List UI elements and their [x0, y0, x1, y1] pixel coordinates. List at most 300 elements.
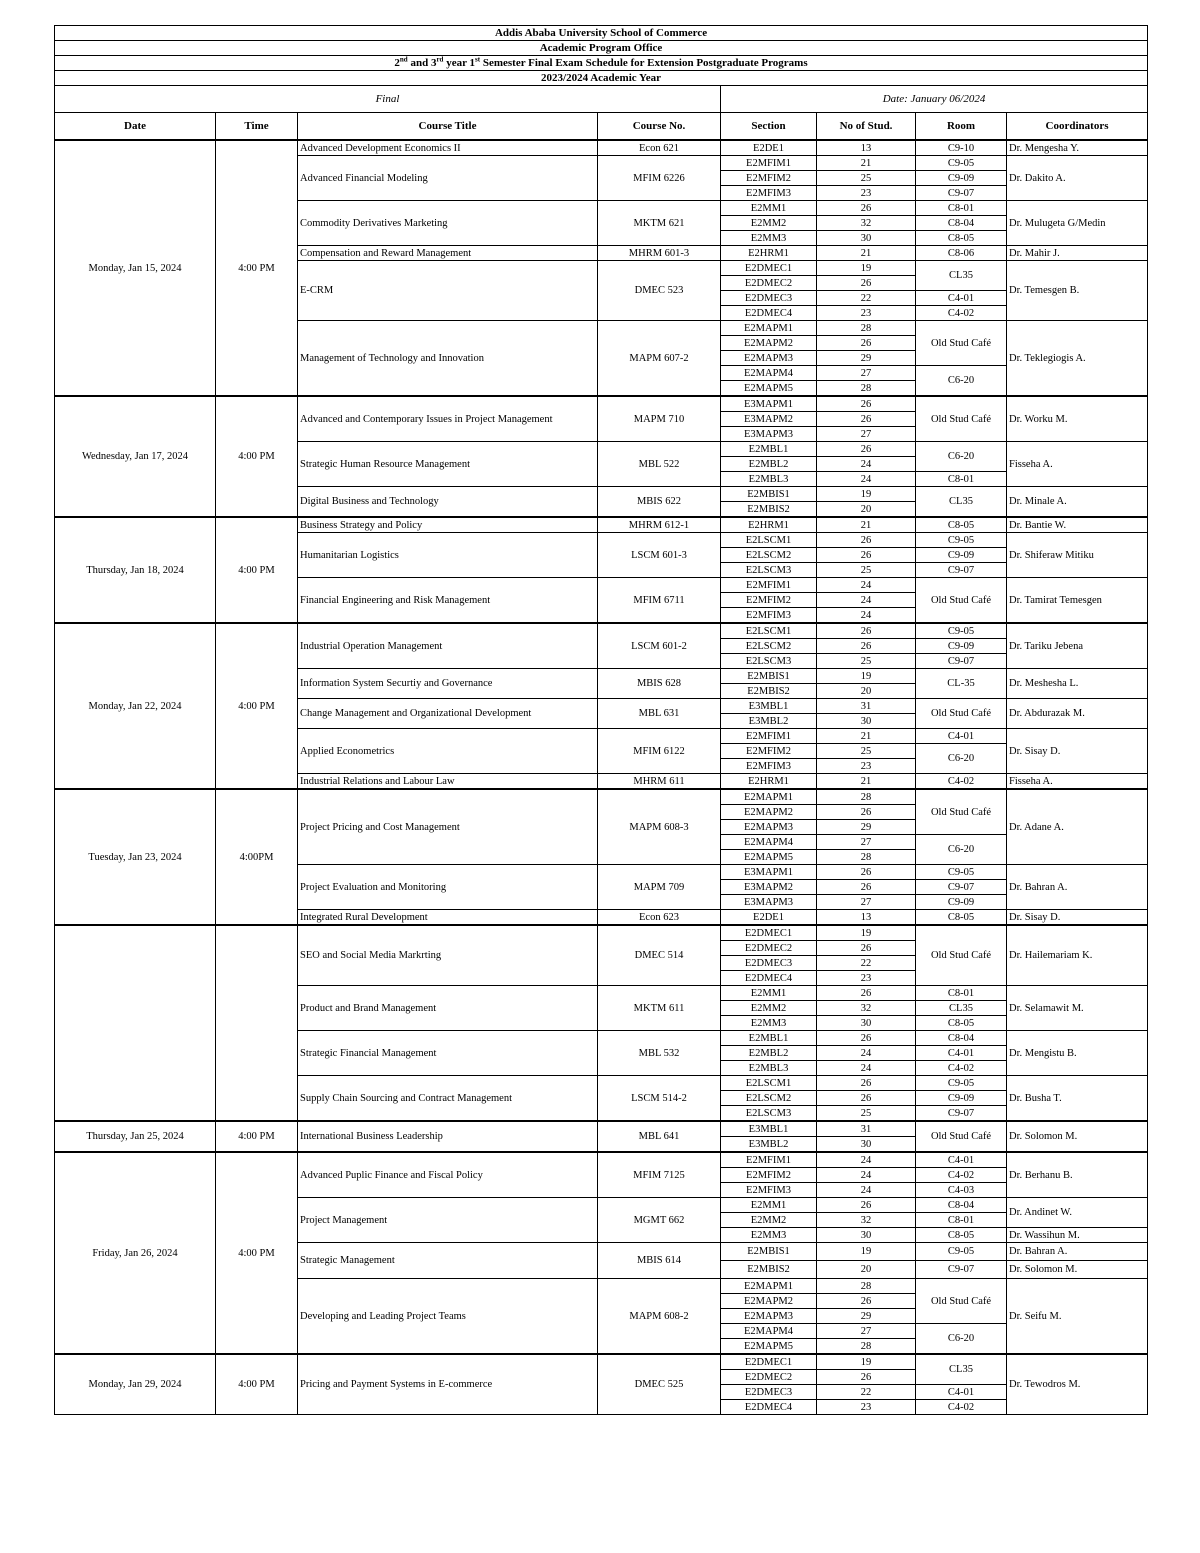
exam-room: Old Stud Café — [916, 1279, 1007, 1324]
section-code: E2MAPM5 — [721, 1339, 817, 1355]
course-number: DMEC 523 — [598, 261, 721, 321]
student-count: 32 — [817, 1213, 916, 1228]
course-number: MHRM 612-1 — [598, 517, 721, 533]
section-code: E2MFIM3 — [721, 759, 817, 774]
student-count: 27 — [817, 835, 916, 850]
exam-room: CL35 — [916, 261, 1007, 291]
student-count: 26 — [817, 276, 916, 291]
table-row — [55, 623, 1148, 639]
course-number: MBIS 622 — [598, 487, 721, 518]
section-code: E2MFIM3 — [721, 186, 817, 201]
exam-room: CL35 — [916, 1354, 1007, 1385]
exam-room: C4-02 — [916, 1400, 1007, 1415]
exam-date: Tuesday, Jan 23, 2024 — [55, 789, 216, 925]
exam-time: 4:00 PM — [216, 140, 298, 396]
section-code: E2MM1 — [721, 201, 817, 216]
course-number: DMEC 525 — [598, 1354, 721, 1415]
course-number: MAPM 607-2 — [598, 321, 721, 397]
schedule-date-label: Date: January 06/2024 — [721, 86, 1148, 113]
column-header-course-title: Course Title — [298, 113, 598, 141]
table-row — [55, 1354, 1148, 1370]
course-title: E-CRM — [298, 261, 598, 321]
section-code: E2MAPM3 — [721, 351, 817, 366]
exam-room: C4-01 — [916, 1046, 1007, 1061]
student-count: 25 — [817, 563, 916, 578]
exam-time: 4:00PM — [216, 789, 298, 925]
section-code: E2MAPM3 — [721, 820, 817, 835]
exam-room: C8-05 — [916, 517, 1007, 533]
student-count: 26 — [817, 1091, 916, 1106]
coordinator: Dr. Temesgen B. — [1007, 261, 1148, 321]
student-count: 22 — [817, 1385, 916, 1400]
course-title: Strategic Human Resource Management — [298, 442, 598, 487]
section-code: E2DMEC4 — [721, 971, 817, 986]
section-code: E2DMEC4 — [721, 306, 817, 321]
column-header-no-of-stud: No of Stud. — [817, 113, 916, 141]
section-code: E2MBIS1 — [721, 487, 817, 502]
student-count: 24 — [817, 593, 916, 608]
student-count: 31 — [817, 699, 916, 714]
student-count: 19 — [817, 925, 916, 941]
section-code: E2MBL3 — [721, 472, 817, 487]
section-code: E2MBL3 — [721, 1061, 817, 1076]
exam-room: C4-01 — [916, 291, 1007, 306]
student-count: 26 — [817, 941, 916, 956]
section-code: E2DMEC2 — [721, 1370, 817, 1385]
exam-schedule-table — [54, 25, 1148, 1415]
student-count: 26 — [817, 865, 916, 880]
exam-date: Friday, Jan 26, 2024 — [55, 1152, 216, 1354]
coordinator: Fisseha A. — [1007, 442, 1148, 487]
course-title: Business Strategy and Policy — [298, 517, 598, 533]
course-title: Information System Securtiy and Governance — [298, 669, 598, 699]
course-title: Digital Business and Technology — [298, 487, 598, 518]
table-row — [55, 1121, 1148, 1137]
exam-room: C8-05 — [916, 910, 1007, 926]
section-code: E2MAPM1 — [721, 789, 817, 805]
section-code: E3MAPM2 — [721, 880, 817, 895]
course-title: Supply Chain Sourcing and Contract Management — [298, 1076, 598, 1122]
student-count: 24 — [817, 578, 916, 593]
column-header-time: Time — [216, 113, 298, 141]
section-code: E2MM3 — [721, 231, 817, 246]
student-count: 21 — [817, 517, 916, 533]
section-code: E2MFIM3 — [721, 608, 817, 624]
section-code: E3MBL1 — [721, 1121, 817, 1137]
coordinator: Dr. Mulugeta G/Medin — [1007, 201, 1148, 246]
section-code: E2HRM1 — [721, 774, 817, 790]
section-code: E3MAPM3 — [721, 895, 817, 910]
section-code: E3MAPM1 — [721, 396, 817, 412]
section-code: E2MM1 — [721, 986, 817, 1001]
student-count: 21 — [817, 156, 916, 171]
course-number: LSCM 601-3 — [598, 533, 721, 578]
section-code: E2MBIS2 — [721, 1261, 817, 1279]
exam-room: C4-02 — [916, 1061, 1007, 1076]
course-number: MHRM 611 — [598, 774, 721, 790]
course-number: LSCM 514-2 — [598, 1076, 721, 1122]
exam-room: C4-01 — [916, 729, 1007, 744]
student-count: 20 — [817, 502, 916, 518]
exam-room: C9-05 — [916, 156, 1007, 171]
student-count: 27 — [817, 895, 916, 910]
student-count: 27 — [817, 427, 916, 442]
exam-date: Wednesday, Jan 17, 2024 — [55, 396, 216, 517]
exam-room: C8-04 — [916, 1031, 1007, 1046]
student-count: 30 — [817, 1016, 916, 1031]
section-code: E2MFIM1 — [721, 729, 817, 744]
course-title: Project Pricing and Cost Management — [298, 789, 598, 865]
section-code: E2MM2 — [721, 1213, 817, 1228]
coordinator: Dr. Wassihun M. — [1007, 1228, 1148, 1243]
student-count: 13 — [817, 140, 916, 156]
course-title: Management of Technology and Innovation — [298, 321, 598, 397]
student-count: 26 — [817, 442, 916, 457]
course-number: MFIM 7125 — [598, 1152, 721, 1198]
course-title: Project Management — [298, 1198, 598, 1243]
exam-room: Old Stud Café — [916, 1121, 1007, 1152]
student-count: 23 — [817, 186, 916, 201]
course-number: MBL 522 — [598, 442, 721, 487]
section-code: E2MFIM2 — [721, 1168, 817, 1183]
section-code: E2DMEC1 — [721, 261, 817, 276]
coordinator: Dr. Worku M. — [1007, 396, 1148, 442]
student-count: 25 — [817, 1106, 916, 1122]
exam-room: C8-05 — [916, 1228, 1007, 1243]
exam-time: 4:00 PM — [216, 1354, 298, 1415]
course-title: Strategic Management — [298, 1243, 598, 1279]
student-count: 30 — [817, 714, 916, 729]
exam-room: C4-01 — [916, 1385, 1007, 1400]
section-code: E2MBL2 — [721, 457, 817, 472]
exam-room: C4-02 — [916, 306, 1007, 321]
exam-room: C6-20 — [916, 366, 1007, 397]
header-schedule-title: 2nd and 3rd year 1st Semester Final Exam Schedule for Extension Postgraduate Programs — [55, 56, 1148, 71]
section-code: E2LSCM2 — [721, 1091, 817, 1106]
student-count: 26 — [817, 805, 916, 820]
course-number: MBIS 628 — [598, 669, 721, 699]
exam-time: 4:00 PM — [216, 517, 298, 623]
student-count: 30 — [817, 1228, 916, 1243]
student-count: 24 — [817, 1061, 916, 1076]
student-count: 25 — [817, 654, 916, 669]
column-header-section: Section — [721, 113, 817, 141]
coordinator: Dr. Minale A. — [1007, 487, 1148, 518]
column-header-course-no: Course No. — [598, 113, 721, 141]
exam-room: C4-02 — [916, 1168, 1007, 1183]
student-count: 19 — [817, 669, 916, 684]
student-count: 28 — [817, 1279, 916, 1294]
section-code: E2MBIS2 — [721, 502, 817, 518]
exam-room: C8-01 — [916, 472, 1007, 487]
exam-room: Old Stud Café — [916, 396, 1007, 442]
exam-room: CL35 — [916, 487, 1007, 518]
section-code: E2MAPM4 — [721, 1324, 817, 1339]
student-count: 26 — [817, 533, 916, 548]
exam-time: 4:00 PM — [216, 1121, 298, 1152]
course-number: MHRM 601-3 — [598, 246, 721, 261]
student-count: 23 — [817, 1400, 916, 1415]
student-count: 28 — [817, 1339, 916, 1355]
exam-room: C6-20 — [916, 1324, 1007, 1355]
section-code: E3MAPM3 — [721, 427, 817, 442]
coordinator: Dr. Mengistu B. — [1007, 1031, 1148, 1076]
section-code: E2MFIM3 — [721, 1183, 817, 1198]
student-count: 24 — [817, 1183, 916, 1198]
student-count: 23 — [817, 306, 916, 321]
exam-date — [55, 925, 216, 1121]
section-code: E2MAPM5 — [721, 381, 817, 397]
student-count: 26 — [817, 1198, 916, 1213]
section-code: E2MAPM5 — [721, 850, 817, 865]
course-number: Econ 623 — [598, 910, 721, 926]
exam-room: C8-04 — [916, 1198, 1007, 1213]
coordinator: Dr. Andinet W. — [1007, 1198, 1148, 1228]
section-code: E2LSCM1 — [721, 533, 817, 548]
coordinator: Dr. Berhanu B. — [1007, 1152, 1148, 1198]
coordinator: Dr. Seifu M. — [1007, 1279, 1148, 1355]
coordinator: Dr. Mengesha Y. — [1007, 140, 1148, 156]
column-header-coordinators: Coordinators — [1007, 113, 1148, 141]
section-code: E2DMEC2 — [721, 276, 817, 291]
coordinator: Dr. Shiferaw Mitiku — [1007, 533, 1148, 578]
student-count: 24 — [817, 457, 916, 472]
section-code: E2MAPM3 — [721, 1309, 817, 1324]
exam-date: Monday, Jan 29, 2024 — [55, 1354, 216, 1415]
student-count: 25 — [817, 744, 916, 759]
coordinator: Dr. Bantie W. — [1007, 517, 1148, 533]
course-number: MGMT 662 — [598, 1198, 721, 1243]
course-title: Advanced and Contemporary Issues in Project Management — [298, 396, 598, 442]
student-count: 19 — [817, 261, 916, 276]
section-code: E2DMEC2 — [721, 941, 817, 956]
student-count: 22 — [817, 956, 916, 971]
section-code: E2MBL2 — [721, 1046, 817, 1061]
student-count: 23 — [817, 971, 916, 986]
course-number: MKTM 621 — [598, 201, 721, 246]
coordinator: Dr. Tewodros M. — [1007, 1354, 1148, 1415]
section-code: E2LSCM3 — [721, 1106, 817, 1122]
section-code: E2MFIM2 — [721, 171, 817, 186]
section-code: E2MBIS1 — [721, 1243, 817, 1261]
section-code: E2LSCM1 — [721, 1076, 817, 1091]
section-code: E2DMEC3 — [721, 1385, 817, 1400]
exam-room: C4-02 — [916, 774, 1007, 790]
course-title: Advanced Puplic Finance and Fiscal Policy — [298, 1152, 598, 1198]
course-title: Financial Engineering and Risk Management — [298, 578, 598, 624]
exam-schedule-page — [54, 25, 1147, 1415]
section-code: E2MFIM2 — [721, 744, 817, 759]
course-title: Applied Econometrics — [298, 729, 598, 774]
exam-time: 4:00 PM — [216, 1152, 298, 1354]
exam-room: C9-07 — [916, 654, 1007, 669]
section-code: E2LSCM2 — [721, 639, 817, 654]
student-count: 26 — [817, 548, 916, 563]
exam-date: Thursday, Jan 25, 2024 — [55, 1121, 216, 1152]
section-code: E2MFIM2 — [721, 593, 817, 608]
student-count: 19 — [817, 487, 916, 502]
course-title: Project Evaluation and Monitoring — [298, 865, 598, 910]
course-number: MFIM 6226 — [598, 156, 721, 201]
student-count: 20 — [817, 1261, 916, 1279]
coordinator: Dr. Dakito A. — [1007, 156, 1148, 201]
coordinator: Dr. Tamirat Temesgen — [1007, 578, 1148, 624]
section-code: E2MAPM2 — [721, 805, 817, 820]
student-count: 19 — [817, 1243, 916, 1261]
course-title: SEO and Social Media Markrting — [298, 925, 598, 986]
coordinator: Dr. Hailemariam K. — [1007, 925, 1148, 986]
student-count: 31 — [817, 1121, 916, 1137]
section-code: E2MAPM2 — [721, 1294, 817, 1309]
exam-room: C9-07 — [916, 1261, 1007, 1279]
section-code: E2MM2 — [721, 1001, 817, 1016]
student-count: 28 — [817, 850, 916, 865]
exam-room: C9-05 — [916, 533, 1007, 548]
course-title: Product and Brand Management — [298, 986, 598, 1031]
section-code: E3MBL2 — [721, 714, 817, 729]
section-code: E2LSCM3 — [721, 654, 817, 669]
exam-room: C9-07 — [916, 186, 1007, 201]
table-row — [55, 1152, 1148, 1168]
table-row — [55, 517, 1148, 533]
student-count: 27 — [817, 366, 916, 381]
section-code: E2MBL1 — [721, 442, 817, 457]
exam-room: C8-06 — [916, 246, 1007, 261]
exam-room: C4-01 — [916, 1152, 1007, 1168]
exam-room: C9-09 — [916, 895, 1007, 910]
exam-room: C8-04 — [916, 216, 1007, 231]
exam-room: C4-03 — [916, 1183, 1007, 1198]
student-count: 25 — [817, 171, 916, 186]
course-number: MBL 532 — [598, 1031, 721, 1076]
course-number: MFIM 6711 — [598, 578, 721, 624]
coordinator: Dr. Abdurazak M. — [1007, 699, 1148, 729]
student-count: 32 — [817, 1001, 916, 1016]
exam-room: C8-05 — [916, 231, 1007, 246]
student-count: 24 — [817, 1168, 916, 1183]
student-count: 30 — [817, 231, 916, 246]
student-count: 24 — [817, 1046, 916, 1061]
student-count: 26 — [817, 1370, 916, 1385]
table-row — [55, 789, 1148, 805]
course-title: Change Management and Organizational Development — [298, 699, 598, 729]
student-count: 23 — [817, 759, 916, 774]
section-code: E2MFIM1 — [721, 1152, 817, 1168]
exam-date: Monday, Jan 15, 2024 — [55, 140, 216, 396]
exam-room: C8-05 — [916, 1016, 1007, 1031]
section-code: E2MAPM2 — [721, 336, 817, 351]
coordinator: Dr. Bahran A. — [1007, 1243, 1148, 1261]
header-academic-year: 2023/2024 Academic Year — [55, 71, 1148, 86]
coordinator: Dr. Tariku Jebena — [1007, 623, 1148, 669]
exam-time — [216, 925, 298, 1121]
student-count: 24 — [817, 1152, 916, 1168]
course-number: MAPM 710 — [598, 396, 721, 442]
exam-room: C9-07 — [916, 880, 1007, 895]
exam-date: Monday, Jan 22, 2024 — [55, 623, 216, 789]
course-title: Advanced Financial Modeling — [298, 156, 598, 201]
section-code: E2LSCM3 — [721, 563, 817, 578]
student-count: 30 — [817, 1137, 916, 1153]
section-code: E2MAPM4 — [721, 835, 817, 850]
exam-room: C9-09 — [916, 548, 1007, 563]
student-count: 32 — [817, 216, 916, 231]
section-code: E2MBL1 — [721, 1031, 817, 1046]
student-count: 26 — [817, 412, 916, 427]
course-number: MAPM 608-2 — [598, 1279, 721, 1355]
coordinator: Dr. Solomon M. — [1007, 1261, 1148, 1279]
exam-room: C6-20 — [916, 835, 1007, 865]
exam-date: Thursday, Jan 18, 2024 — [55, 517, 216, 623]
exam-room: C9-05 — [916, 1076, 1007, 1091]
section-code: E2MBIS2 — [721, 684, 817, 699]
exam-room: CL-35 — [916, 669, 1007, 699]
section-code: E2MM3 — [721, 1228, 817, 1243]
coordinator: Dr. Solomon M. — [1007, 1121, 1148, 1152]
table-row — [55, 140, 1148, 156]
final-label: Final — [55, 86, 721, 113]
table-row — [55, 396, 1148, 412]
section-code: E2MM2 — [721, 216, 817, 231]
section-code: E2HRM1 — [721, 246, 817, 261]
section-code: E2MBIS1 — [721, 669, 817, 684]
exam-room: Old Stud Café — [916, 925, 1007, 986]
section-code: E2DE1 — [721, 910, 817, 926]
exam-room: C9-07 — [916, 1106, 1007, 1122]
coordinator: Fisseha A. — [1007, 774, 1148, 790]
exam-room: C9-05 — [916, 1243, 1007, 1261]
student-count: 29 — [817, 820, 916, 835]
student-count: 26 — [817, 1076, 916, 1091]
student-count: 26 — [817, 336, 916, 351]
exam-room: C8-01 — [916, 1213, 1007, 1228]
course-title: Compensation and Reward Management — [298, 246, 598, 261]
course-title: Advanced Development Economics II — [298, 140, 598, 156]
coordinator: Dr. Mahir J. — [1007, 246, 1148, 261]
section-code: E2MAPM1 — [721, 1279, 817, 1294]
course-number: MFIM 6122 — [598, 729, 721, 774]
student-count: 22 — [817, 291, 916, 306]
coordinator: Dr. Teklegiogis A. — [1007, 321, 1148, 397]
section-code: E2MM1 — [721, 1198, 817, 1213]
exam-time: 4:00 PM — [216, 396, 298, 517]
course-title: Commodity Derivatives Marketing — [298, 201, 598, 246]
student-count: 19 — [817, 1354, 916, 1370]
student-count: 27 — [817, 1324, 916, 1339]
exam-room: CL35 — [916, 1001, 1007, 1016]
section-code: E3MBL2 — [721, 1137, 817, 1153]
course-number: MBL 641 — [598, 1121, 721, 1152]
student-count: 21 — [817, 774, 916, 790]
exam-room: C6-20 — [916, 442, 1007, 472]
student-count: 26 — [817, 639, 916, 654]
section-code: E3MBL1 — [721, 699, 817, 714]
course-number: LSCM 601-2 — [598, 623, 721, 669]
coordinator: Dr. Selamawit M. — [1007, 986, 1148, 1031]
student-count: 26 — [817, 623, 916, 639]
student-count: 13 — [817, 910, 916, 926]
exam-room: C9-09 — [916, 1091, 1007, 1106]
course-title: Industrial Operation Management — [298, 623, 598, 669]
student-count: 26 — [817, 201, 916, 216]
column-header-date: Date — [55, 113, 216, 141]
section-code: E2MFIM1 — [721, 156, 817, 171]
section-code: E2MAPM4 — [721, 366, 817, 381]
exam-room: Old Stud Café — [916, 321, 1007, 366]
student-count: 28 — [817, 789, 916, 805]
student-count: 20 — [817, 684, 916, 699]
exam-room: Old Stud Café — [916, 789, 1007, 835]
